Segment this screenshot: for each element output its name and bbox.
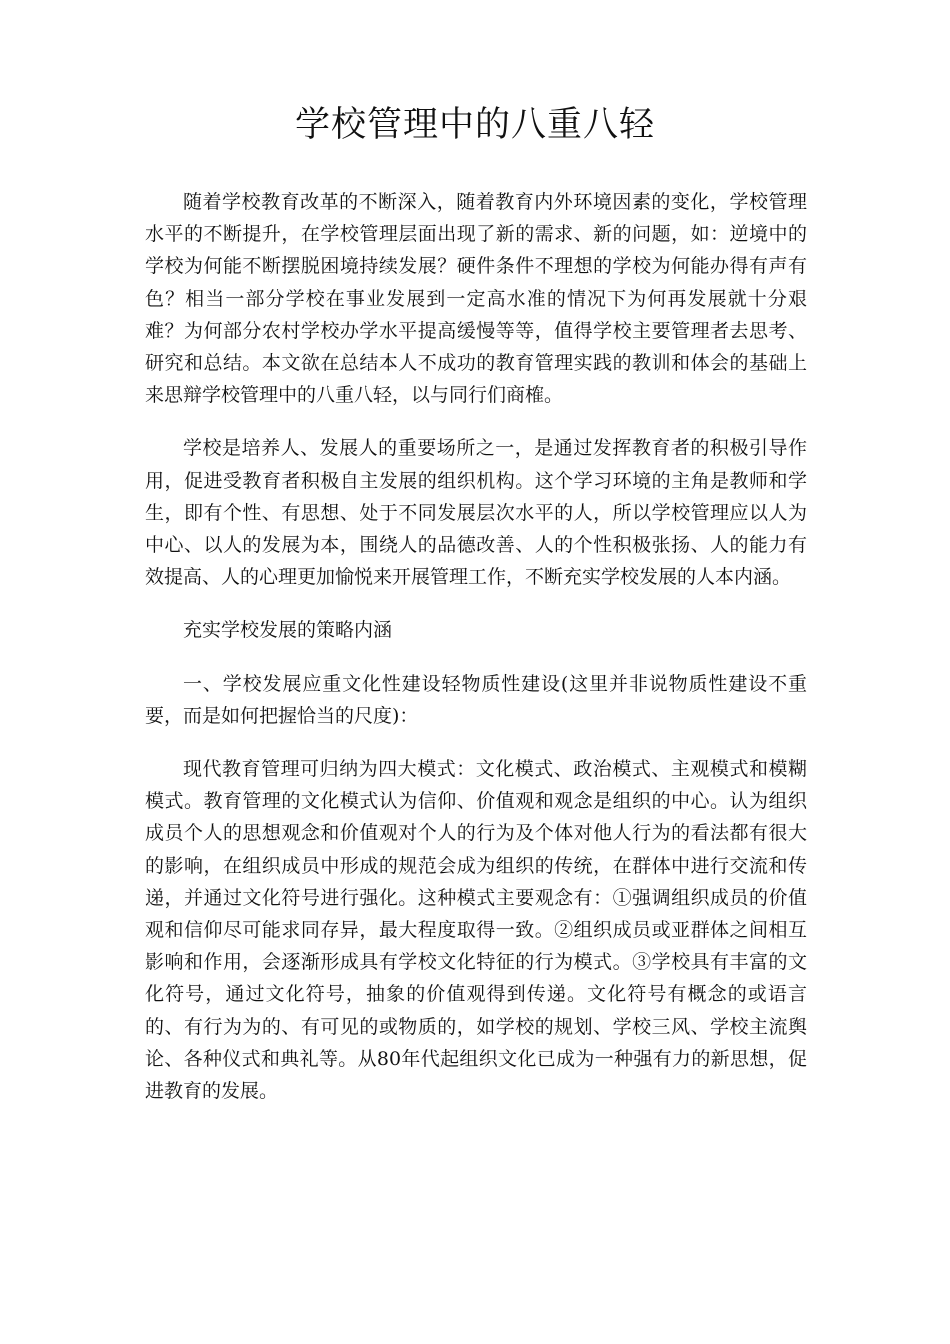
- intro-paragraph: 随着学校教育改革的不断深入，随着教育内外环境因素的变化，学校管理水平的不断提升，在学校管理层面出现了新的需求、新的问题，如：逆境中的学校为何能不断摆脱困境持续发展？硬件条件不理想的学校为何能办得有声有色？相当一部分学校在事业发展到一定高水准的情况下为何再发展就十分艰难？为何部分农村学校办学水平提高缓慢等等，值得学校主要管理者去思考、研究和总结。本文欲在总结本人不成功的教育管理实践的教训和体会的基础上来思辩学校管理中的八重八轻，以与同行们商榷。: [145, 191, 807, 407]
- body-paragraph: 学校是培养人、发展人的重要场所之一，是通过发挥教育者的积极引导作用，促进受教育者积极自主发展的组织机构。这个学习环境的主角是教师和学生，即有个性、有思想、处于不同发展层次水平的人，所以学校管理应以人为中心、以人的发展为本，围绕人的品德改善、人的个性积极张扬、人的能力有效提高、人的心理更加愉悦来开展管理工作，不断充实学校发展的人本内涵。: [145, 437, 807, 589]
- culture-model-paragraph: 现代教育管理可归纳为四大模式：文化模式、政治模式、主观模式和模糊模式。教育管理的文化模式认为信仰、价值观和观念是组织的中心。认为组织成员个人的思想观念和价值观对个人的行为及个体对他人行为的看法都有很大的影响，在组织成员中形成的规范会成为组织的传统，在群体中进行交流和传递，并通过文化符号进行强化。这种模式主要观念有：①强调组织成员的价值观和信仰尽可能求同存异，最大程度取得一致。②组织成员或亚群体之间相互影响和作用，会逐渐形成具有学校文化特征的行为模式。③学校具有丰富的文化符号，通过文化符号，抽象的价值观得到传递。文化符号有概念的或语言的、有行为为的、有可见的或物质的，如学校的规划、学校三风、学校主流舆论、各种仪式和典礼等。从80年代起组织文化已成为一种强有力的新思想，促进教育的发展。: [145, 758, 807, 1103]
- document-body: [145, 186, 807, 1128]
- section-point-1: 一、学校发展应重文化性建设轻物质性建设(这里并非说物质性建设不重要，而是如何把握恰当的尺度)：: [145, 672, 807, 727]
- page-title: 学校管理中的八重八轻: [294, 105, 655, 145]
- section-heading: 充实学校发展的策略内涵: [183, 619, 393, 642]
